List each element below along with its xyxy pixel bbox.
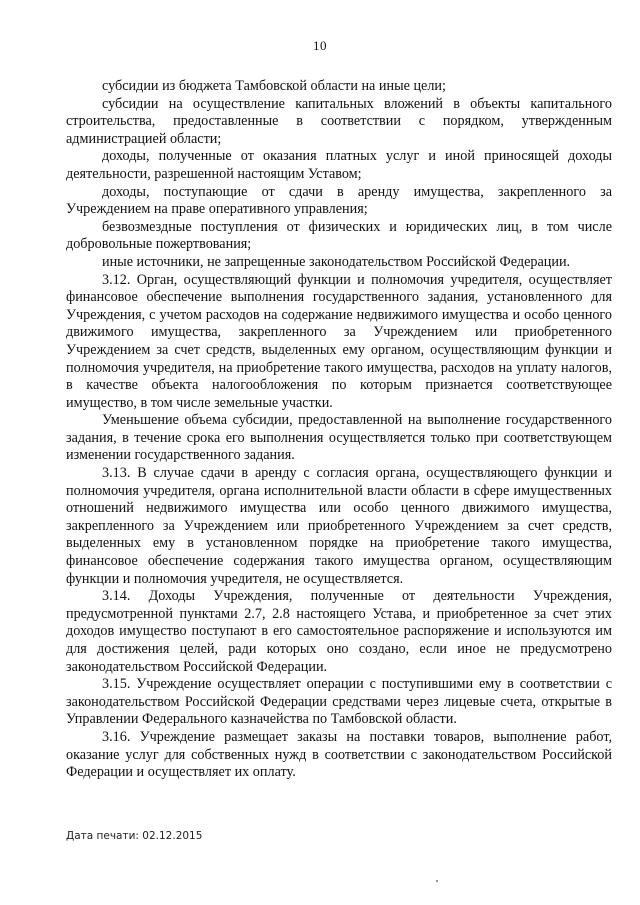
paragraph-3-16: 3.16. Учреждение размещает заказы на поставки товаров, выполнение работ, оказание услуг для собственных нужд в соответствии с законодательством Российской Федерации и осуществляет их оплату. [66, 728, 612, 781]
paragraph: субсидии из бюджета Тамбовской области на иные цели; [102, 78, 446, 94]
print-date-footer: Дата печати: 02.12.2015 [66, 830, 203, 842]
document-body [66, 78, 612, 782]
paragraph-3-12: 3.12. Орган, осуществляющий функции и полномочия учредителя, осуществляет финансовое обеспечение выполнения государственного задания, установленного для Учреждения, с учетом расходов на содержание недвижимого имущества и особо ценного движимого имущества, закрепленного за Учреждением или приобретенного Учреждением за счет средств, выделенных ему органом, осуществляющим функции и полномочия учредителя, на приобретение такого имущества, расходов на уплату налогов, в качестве объекта налогообложения по которым признается соответствующее имущество, в том числе земельные участки. [66, 271, 612, 411]
paragraph-3-15: 3.15. Учреждение осуществляет операции с поступившими ему в соответствии с законодательством Российской Федерации средствами через лицевые счета, открытые в Управлении Федерального казначейства по Тамбовской области. [66, 676, 612, 728]
paragraph-3-13: 3.13. В случае сдачи в аренду с согласия органа, осуществляющего функции и полномочия учредителя, органа исполнительной власти области в сфере имущественных отношений недвижимого имущества или особо ценного движимого имущества, закрепленного за Учреждением или приобретенного Учреждением за счет средств, выделенных ему в установленном порядке на приобретение такого имущества, финансовое обеспечение содержания такого имущества органом, осуществляющим функции и полномочия учредителя, не осуществляется. [66, 465, 612, 587]
paragraph: иные источники, не запрещенные законодательством Российской Федерации. [102, 253, 571, 270]
paragraph: безвозмездные поступления от физических и юридических лиц, в том числе добровольные пожертвования; [66, 218, 612, 253]
paragraph: доходы, поступающие от сдачи в аренду имущества, закрепленного за Учреждением на праве оперативного управления; [66, 183, 612, 218]
paragraph-3-14: 3.14. Доходы Учреждения, полученные от деятельности Учреждения, предусмотренной пунктами 2.7, 2.8 настоящего Устава, и приобретенное за счет этих доходов имущество поступают в его самостоятельное распоряжение и используются им для достижения целей, ради которых оно создано, если иное не предусмотрено законодательством Российской Федерации. [66, 588, 612, 675]
paragraph: субсидии на осуществление капитальных вложений в объекты капитального строительства, предоставленные в соответствии с порядком, утвержденным администрацией области; [66, 95, 612, 147]
paragraph: доходы, полученные от оказания платных услуг и иной приносящей доходы деятельности, разрешенной настоящим Уставом; [66, 148, 612, 182]
page-number: 10 [313, 38, 327, 53]
scan-speck [436, 880, 438, 882]
paragraph: Уменьшение объема субсидии, предоставленной на выполнение государственного задания, в течение срока его выполнения осуществляется только при соответствующем изменении государственного задания. [66, 412, 612, 464]
